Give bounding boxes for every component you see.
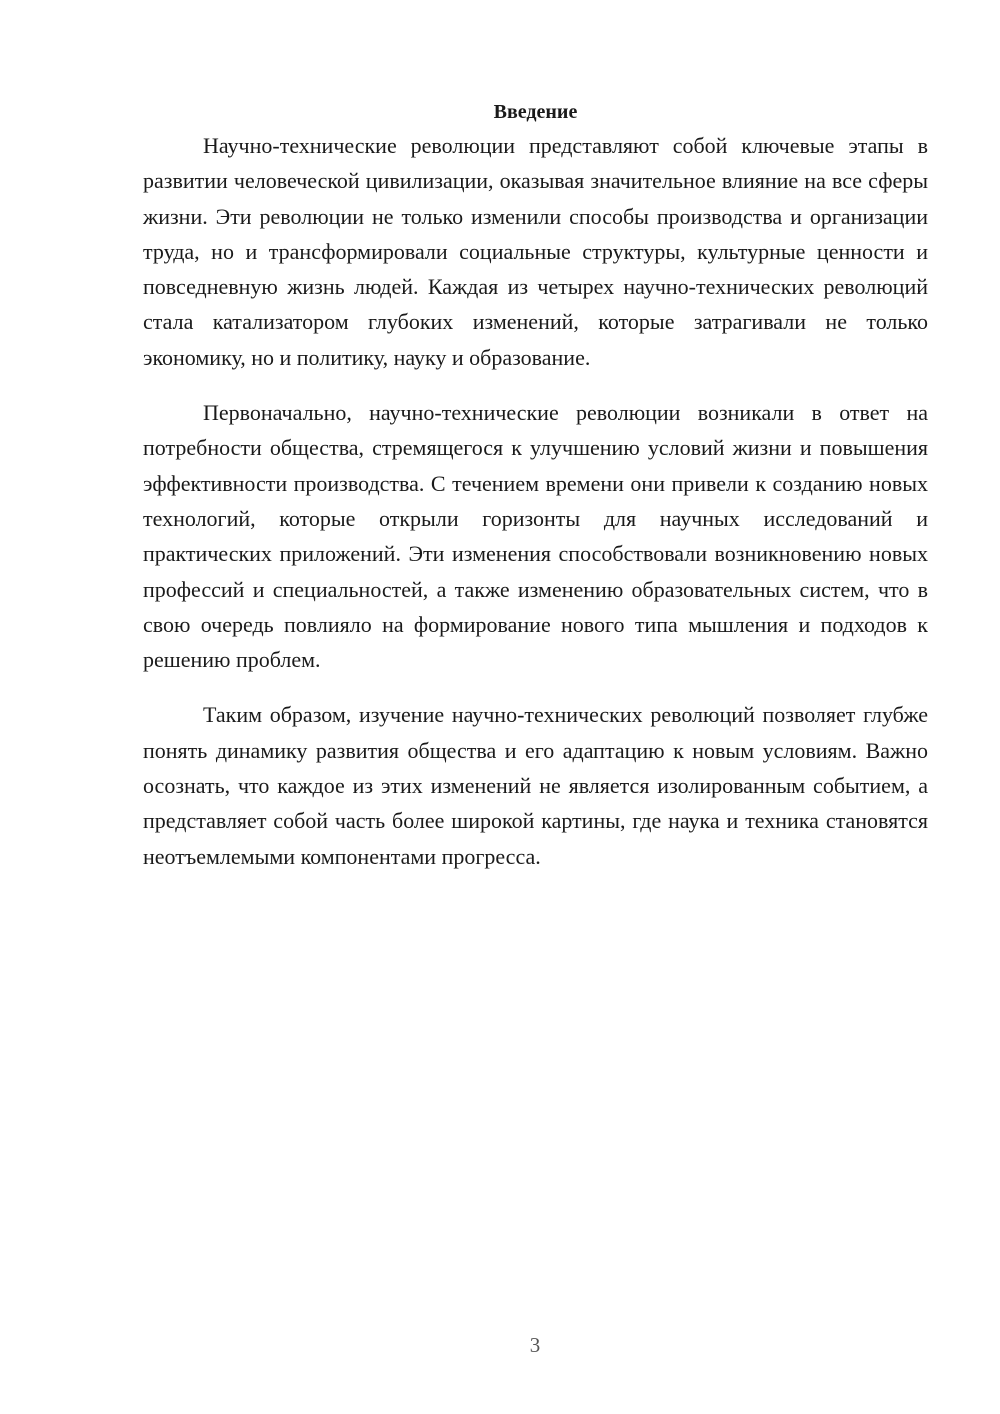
page-number: 3 bbox=[529, 1333, 541, 1357]
page-content bbox=[143, 96, 928, 874]
paragraph-3: Таким образом, изучение научно-технических революций позволяет глубже понять динамику развития общества и его адаптацию к новым условиям. Важно осознать, что каждое из этих изменений не является изолированным событием, а представляет собой часть более широкой картины, где наука и техника становятся неотъемлемыми компонентами прогресса. bbox=[143, 702, 928, 869]
paragraph-2: Первоначально, научно-технические революции возникали в ответ на потребности общества, стремящегося к улучшению условий жизни и повышения эффективности производства. С течением времени они привели к созданию новых технологий, которые открыли горизонты для научных исследований и практических приложений. Эти изменения способствовали возникновению новых профессий и специальностей, а также изменению образовательных систем, что в свою очередь повлияло на формирование нового типа мышления и подходов к решению проблем. bbox=[143, 400, 928, 673]
paragraph-1: Научно-технические революции представляют собой ключевые этапы в развитии человеческой цивилизации, оказывая значительное влияние на все сферы жизни. Эти революции не только изменили способы производства и организации труда, но и трансформировали социальные структуры, культурные ценности и повседневную жизнь людей. Каждая из четырех научно-технических революций стала катализатором глубоких изменений, которые затрагивали не только экономику, но и политику, науку и образование. bbox=[143, 133, 928, 370]
section-heading: Введение bbox=[493, 101, 578, 123]
